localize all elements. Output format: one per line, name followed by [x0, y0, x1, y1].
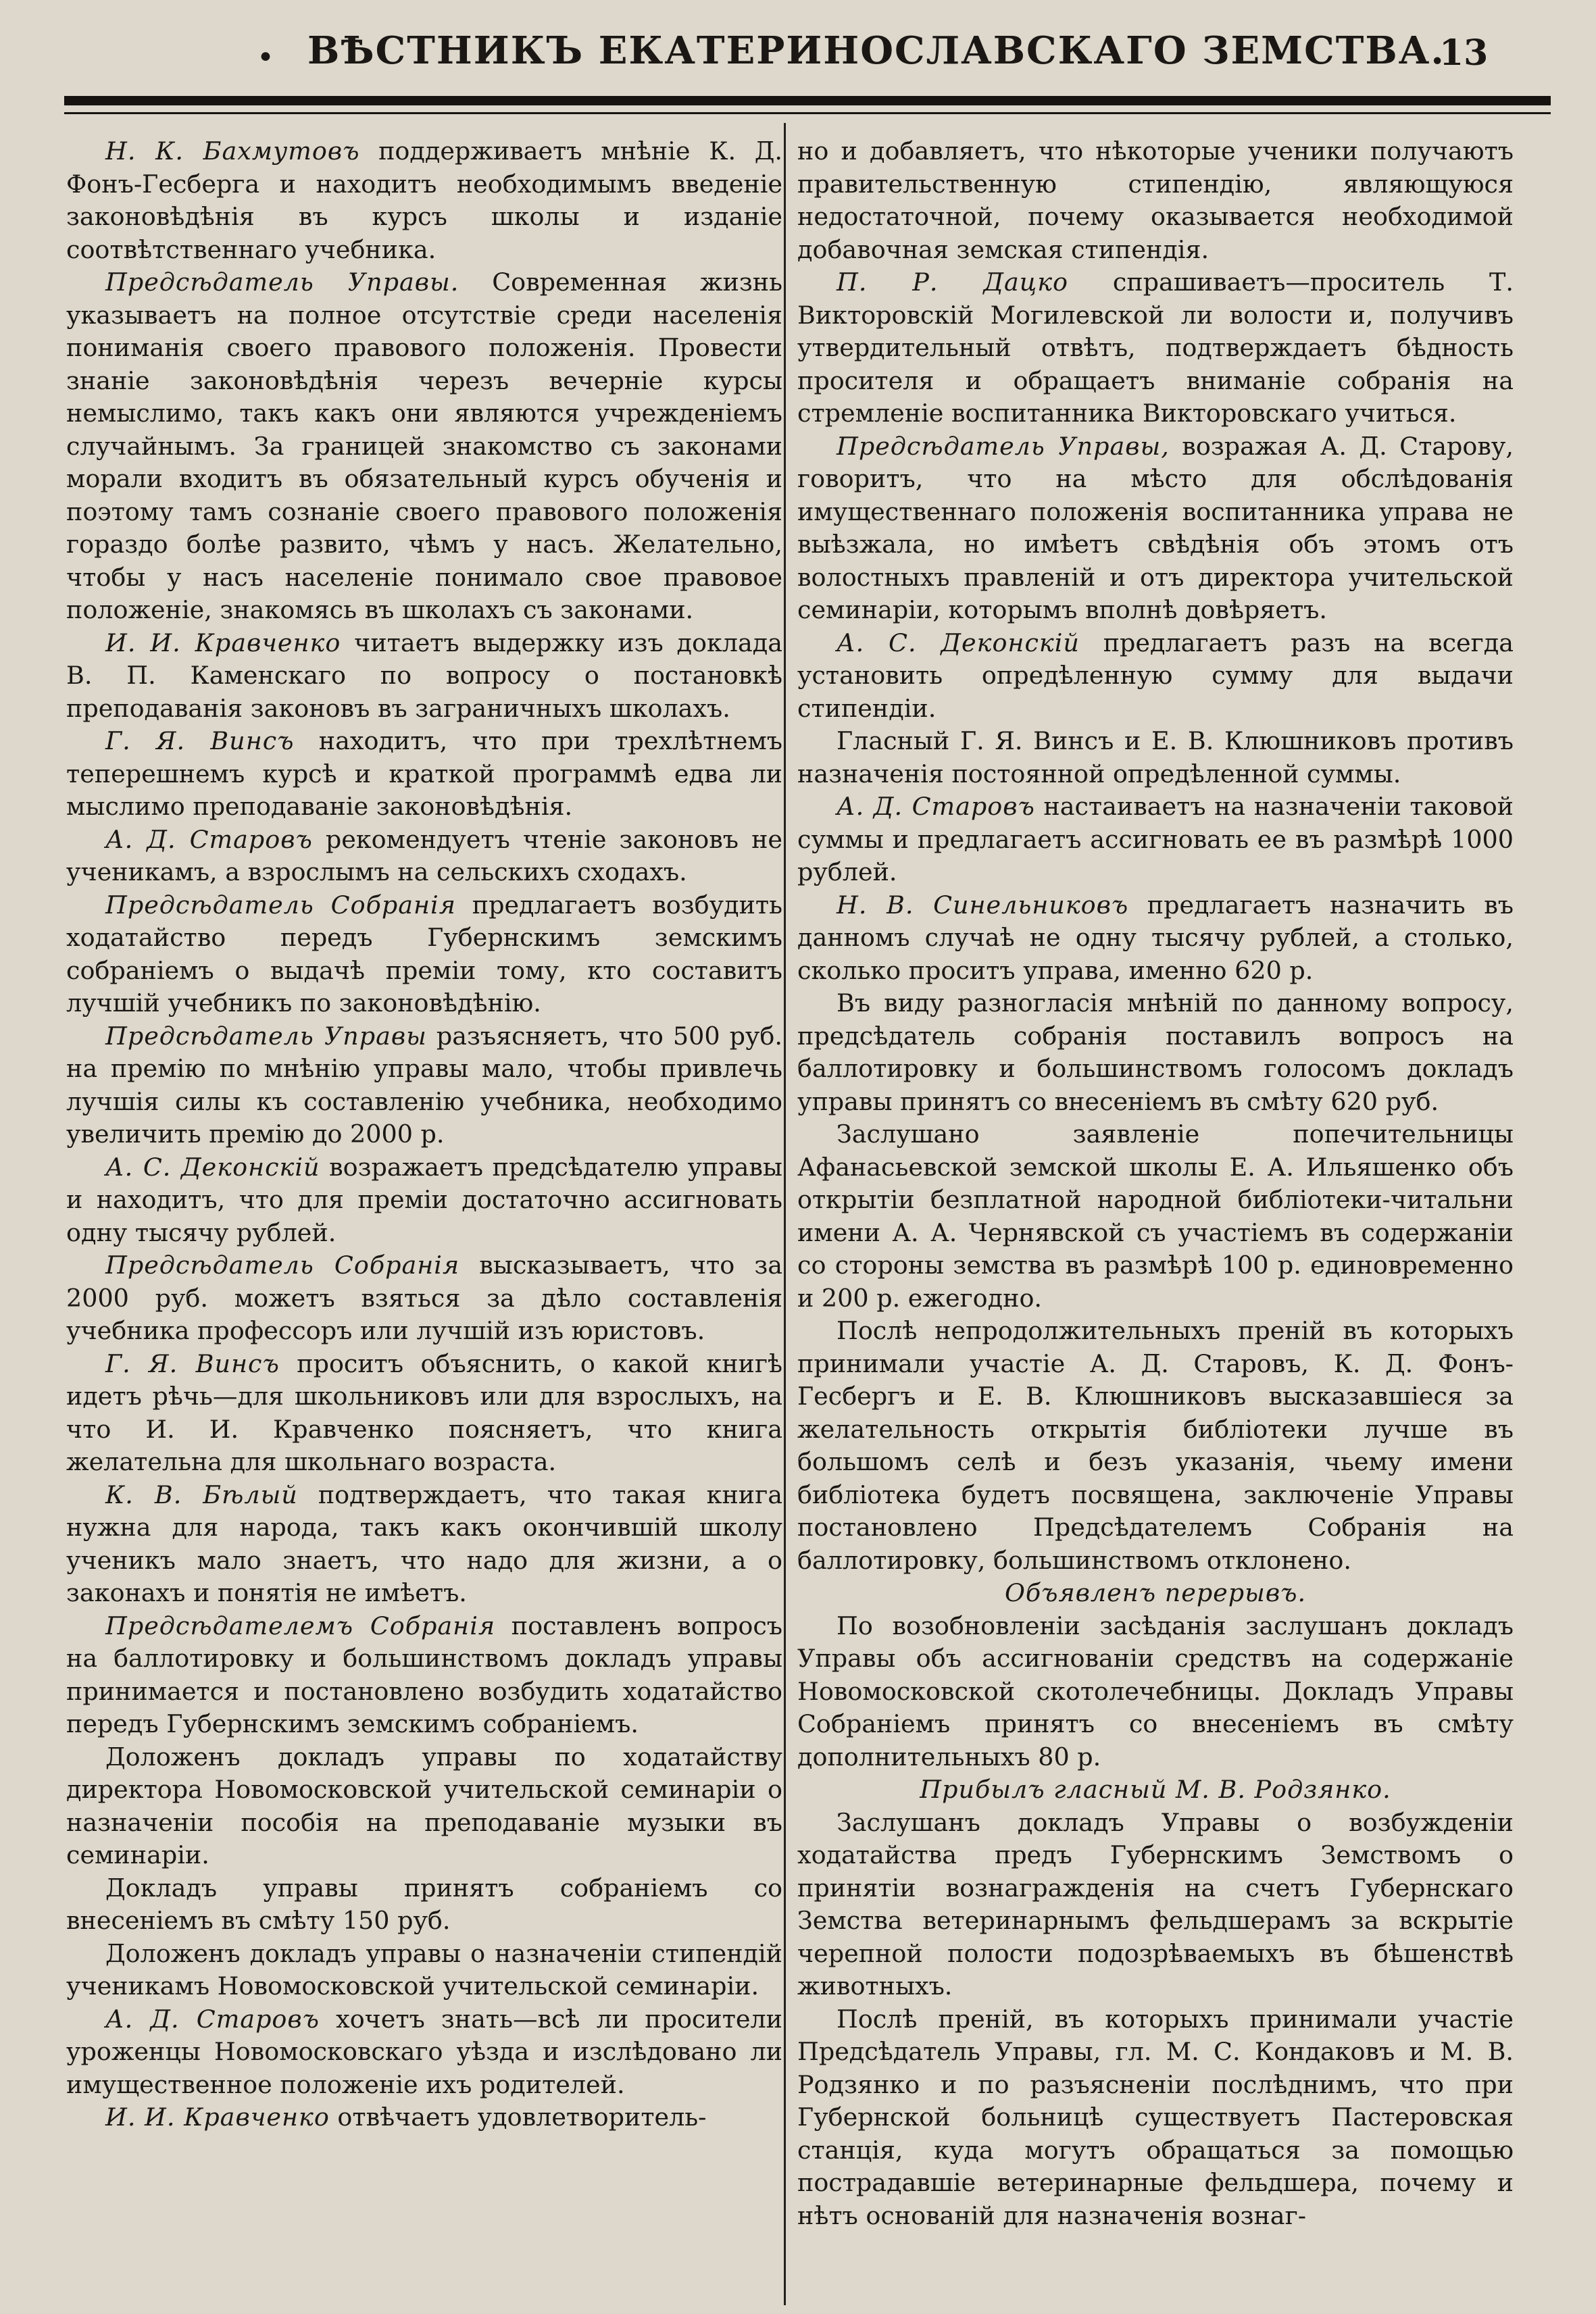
paragraph-text: Доложенъ докладъ управы о назначеніи стипендій ученикамъ Новомосковской учительской семинаріи.: [66, 1938, 782, 2001]
paragraph: [66, 266, 782, 627]
paragraph-text: поставленъ вопросъ на баллотировку и большинствомъ докладъ управы принимается и постановлено возбудить ходатайство передъ Губернскимъ земскимъ собраніемъ.: [66, 1611, 782, 1738]
paragraph-text: высказываетъ, что за 2000 руб. можетъ взяться за дѣло составленія учебника профессоръ или лучшій изъ юристовъ.: [66, 1251, 782, 1345]
paragraph: [66, 627, 782, 726]
paragraph: [66, 1249, 782, 1348]
paragraph-text: Заслушанъ докладъ Управы о возбужденіи ходатайства предъ Губернскимъ Земствомъ о принятіи вознагражденія на счетъ Губернскаго Земства ветеринарнымъ фельдшерамъ за вскрытіе черепной полости подозрѣваемыхъ въ бѣшенствѣ животныхъ.: [797, 1807, 1514, 2001]
paragraph: [797, 135, 1514, 266]
left-column: [66, 135, 782, 2134]
speaker-name: А. Д. Старовъ: [837, 792, 1035, 821]
speaker-name: П. Р. Дацко: [837, 268, 1069, 297]
paragraph: [797, 725, 1514, 790]
paragraph: [66, 135, 782, 266]
paragraph-text: спрашиваетъ—проситель Т. Викторовскій Могилевской ли волости и, получивъ утвердительный отвѣтъ, подтверждаетъ бѣдность просителя и обращаетъ вниманіе собранія на стремленіе воспитанника Викторовскаго учиться.: [797, 268, 1514, 428]
speaker-name: Г. Я. Винсъ: [105, 1349, 280, 1378]
paragraph-text: Въ виду разногласія мнѣній по данному вопросу, предсѣдатель собранія поставилъ вопросъ на баллотировку и большинствомъ голосомъ докладъ управы принятъ со внесеніемъ въ смѣту 620 руб.: [797, 988, 1514, 1116]
speaker-name: Предсѣдатель Собранія: [105, 1251, 460, 1280]
speaker-name: К. В. Бѣлый: [105, 1480, 298, 1509]
speaker-name: Предсѣдатель Управы,: [837, 431, 1170, 461]
paragraph-text: поддерживаетъ мнѣніе К. Д. Фонъ-Гесберга и находитъ необходимымъ введеніе законовѣдѣнія въ курсъ школы и изданіе соотвѣтственнаго учебника.: [66, 136, 783, 264]
paragraph: [797, 889, 1514, 988]
paragraph: [66, 1741, 782, 1872]
speaker-name: А. С. Деконскій: [105, 1152, 320, 1182]
paragraph: [66, 1872, 782, 1938]
journal-title: ВѢСТНИКЪ ЕКАТЕРИНОСЛАВСКАГО ЗЕМСТВА.: [307, 28, 1445, 73]
speaker-name: Г. Я. Винсъ: [105, 726, 295, 755]
paragraph-text: Послѣ непродолжительныхъ преній въ которыхъ принимали участіе А. Д. Старовъ, К. Д. Фонъ-Гесбергъ и Е. В. Клюшниковъ высказавшіеся за желательность открытія библіотеки лучше въ большомъ селѣ и безъ указанія, чьему имени библіотека будетъ посвящена, заключеніе Управы постановлено Предсѣдателемъ Собранія на баллотировку, большинствомъ отклонено.: [797, 1316, 1514, 1575]
paragraph-text: хочетъ знать—всѣ ли просители уроженцы Новомосковскаго уѣзда и изслѣдовано ли имущественное положеніе ихъ родителей.: [66, 2004, 783, 2099]
paragraph-text: Докладъ управы принятъ собраніемъ со внесеніемъ въ смѣту 150 руб.: [66, 1873, 782, 1935]
paragraph-text: проситъ объяснить, о какой книгѣ идетъ рѣчь—для школьниковъ или для взрослыхъ, на что И. И. Кравченко поясняетъ, что книга желательна для школьнаго возраста.: [66, 1349, 782, 1476]
paragraph-text: рекомендуетъ чтеніе законовъ не ученикамъ, а взрослымъ на сельскихъ сходахъ.: [66, 824, 782, 886]
paragraph: [66, 824, 782, 889]
paragraph-text: Современная жизнь указываетъ на полное отсутствіе среди населенія пониманія своего правового положенія. Провести знаніе законовѣдѣнія черезъ вечерніе курсы немыслимо, такъ какъ они являются учрежденіемъ случайнымъ. За границей знакомство съ законами морали входитъ въ обязательный курсъ обученія и поэтому тамъ сознаніе своего правового положенія гораздо болѣе развито, чѣмъ у насъ. Желательно, чтобы у насъ населеніе понимало свое правовое положеніе, знакомясь въ школахъ съ законами.: [66, 268, 782, 624]
page-number: 13: [1439, 32, 1489, 74]
speaker-name: Предсѣдатель Собранія: [105, 890, 456, 920]
paragraph: [797, 790, 1514, 889]
paragraph: [797, 1577, 1514, 1610]
paragraph-text: Гласный Г. Я. Винсъ и Е. В. Клюшниковъ противъ назначенія постоянной опредѣленной суммы.: [797, 726, 1514, 788]
column-divider: [784, 123, 786, 2305]
paragraph: [66, 889, 782, 1020]
speaker-name: И. И. Кравченко: [105, 2103, 330, 2132]
paragraph-text: читаетъ выдержку изъ доклада В. П. Каменскаго по вопросу о постановкѣ преподаванія законовъ въ заграничныхъ школахъ.: [66, 628, 782, 723]
paragraph-text: настаиваетъ на назначеніи таковой суммы и предлагаетъ ассигновать ее въ размѣрѣ 1000 рублей.: [797, 792, 1514, 886]
paragraph: [66, 1479, 782, 1610]
paragraph: [66, 1020, 782, 1151]
paragraph: [797, 1610, 1514, 1774]
paragraph-text: предлагаетъ назначить въ данномъ случаѣ не одну тысячу рублей, а столько, сколько проситъ управа, именно 620 р.: [797, 890, 1514, 985]
speaker-name: Н. В. Синельниковъ: [837, 890, 1129, 920]
paragraph-text: возражаетъ предсѣдателю управы и находитъ, что для преміи достаточно ассигновать одну тысячу рублей.: [66, 1152, 782, 1247]
paragraph: [66, 2101, 782, 2134]
paragraph-text: разъясняетъ, что 500 руб. на премію по мнѣнію управы мало, чтобы привлечь лучшія силы къ составленію учебника, необходимо увеличить премію до 2000 р.: [66, 1021, 782, 1149]
speaker-name: И. И. Кравченко: [105, 628, 341, 657]
paragraph: [797, 987, 1514, 1118]
paragraph-text: Послѣ преній, въ которыхъ принимали участіе Предсѣдатель Управы, гл. М. С. Кондаковъ и М. В. Родзянко и по разъясненіи послѣднимъ, что при Губернской больницѣ существуетъ Пастеровская станція, куда могутъ обращаться за помощью пострадавшіе ветеринарные фельдшера, почему и нѣтъ основаній для назначенія вознаг-: [797, 2004, 1514, 2230]
paragraph-text: Заслушано заявленіе попечительницы Афанасьевской земской школы Е. А. Ильяшенко объ открытіи безплатной народной библіотеки-читальни имени А. А. Чернявской съ участіемъ въ содержаніи со стороны земства въ размѣрѣ 100 р. единовременно и 200 р. ежегодно.: [797, 1120, 1514, 1313]
paragraph: [66, 1348, 782, 1479]
paragraph-text: Доложенъ докладъ управы по ходатайству директора Новомосковской учительской семинаріи о назначеніи пособія на преподаваніе музыки въ семинаріи.: [66, 1742, 782, 1869]
speaker-name: А. Д. Старовъ: [105, 824, 313, 854]
speaker-name: Н. К. Бахмутовъ: [105, 136, 360, 166]
paragraph: [66, 1151, 782, 1250]
speaker-name: Прибылъ гласный М. В. Родзянко.: [920, 1775, 1391, 1804]
paragraph-text: но и добавляетъ, что нѣкоторые ученики получаютъ правительственную стипендію, являющуюся недостаточной, почему оказывается необходимой добавочная земская стипендія.: [797, 136, 1514, 264]
paragraph-text: возражая А. Д. Старову, говоритъ, что на мѣсто для обслѣдованія имущественнаго положенія воспитанника управа не выѣзжала, но имѣетъ свѣдѣнія объ этомъ отъ волостныхъ правленій и отъ директора учительской семинаріи, которымъ вполнѣ довѣряетъ.: [797, 431, 1514, 624]
paragraph: [797, 266, 1514, 430]
paragraph: [797, 1315, 1514, 1577]
header-rule-thin: [64, 112, 1551, 114]
speaker-name: Объявленъ перерывъ.: [1004, 1578, 1307, 1607]
paragraph-text: предлагаетъ разъ на всегда установить опредѣленную сумму для выдачи стипендіи.: [797, 628, 1514, 723]
paragraph-text: находитъ, что при трехлѣтнемъ теперешнемъ курсѣ и краткой программѣ едва ли мыслимо преподаваніе законовѣдѣнія.: [66, 726, 782, 821]
paragraph: [66, 1938, 782, 2003]
paragraph-text: предлагаетъ возбудить ходатайство передъ Губернскимъ земскимъ собраніемъ о выдачѣ преміи тому, кто составитъ лучшій учебникъ по законовѣдѣнію.: [66, 890, 782, 1017]
paragraph: [66, 725, 782, 824]
speaker-name: А. Д. Старовъ: [105, 2004, 320, 2034]
paragraph: [797, 2003, 1514, 2233]
paragraph: [797, 1774, 1514, 1807]
speaker-name: А. С. Деконскій: [837, 628, 1080, 657]
paragraph-text: подтверждаетъ, что такая книга нужна для народа, такъ какъ окончившій школу ученикъ мало знаетъ, что надо для жизни, а о законахъ и понятія не имѣетъ.: [66, 1480, 782, 1607]
header-ornament: •: [257, 41, 274, 75]
paragraph: [797, 1807, 1514, 2003]
paragraph-text: По возобновленіи засѣданія заслушанъ докладъ Управы объ ассигнованіи средствъ на содержаніе Новомосковской скотолечебницы. Докладъ Управы Собраніемъ принятъ со внесеніемъ въ смѣту дополнительныхъ 80 р.: [797, 1611, 1514, 1771]
paragraph: [797, 1118, 1514, 1315]
speaker-name: Предсѣдатель Управы.: [105, 268, 459, 297]
speaker-name: Предсѣдатель Управы: [105, 1021, 427, 1051]
paragraph: [66, 1610, 782, 1741]
speaker-name: Предсѣдателемъ Собранія: [105, 1611, 496, 1640]
paragraph: [797, 430, 1514, 627]
paragraph: [797, 627, 1514, 726]
right-column: [797, 135, 1514, 2232]
paragraph: [66, 2003, 782, 2102]
header-rule-thick: [64, 96, 1551, 105]
paragraph-text: отвѣчаетъ удовлетворитель-: [329, 2103, 707, 2132]
